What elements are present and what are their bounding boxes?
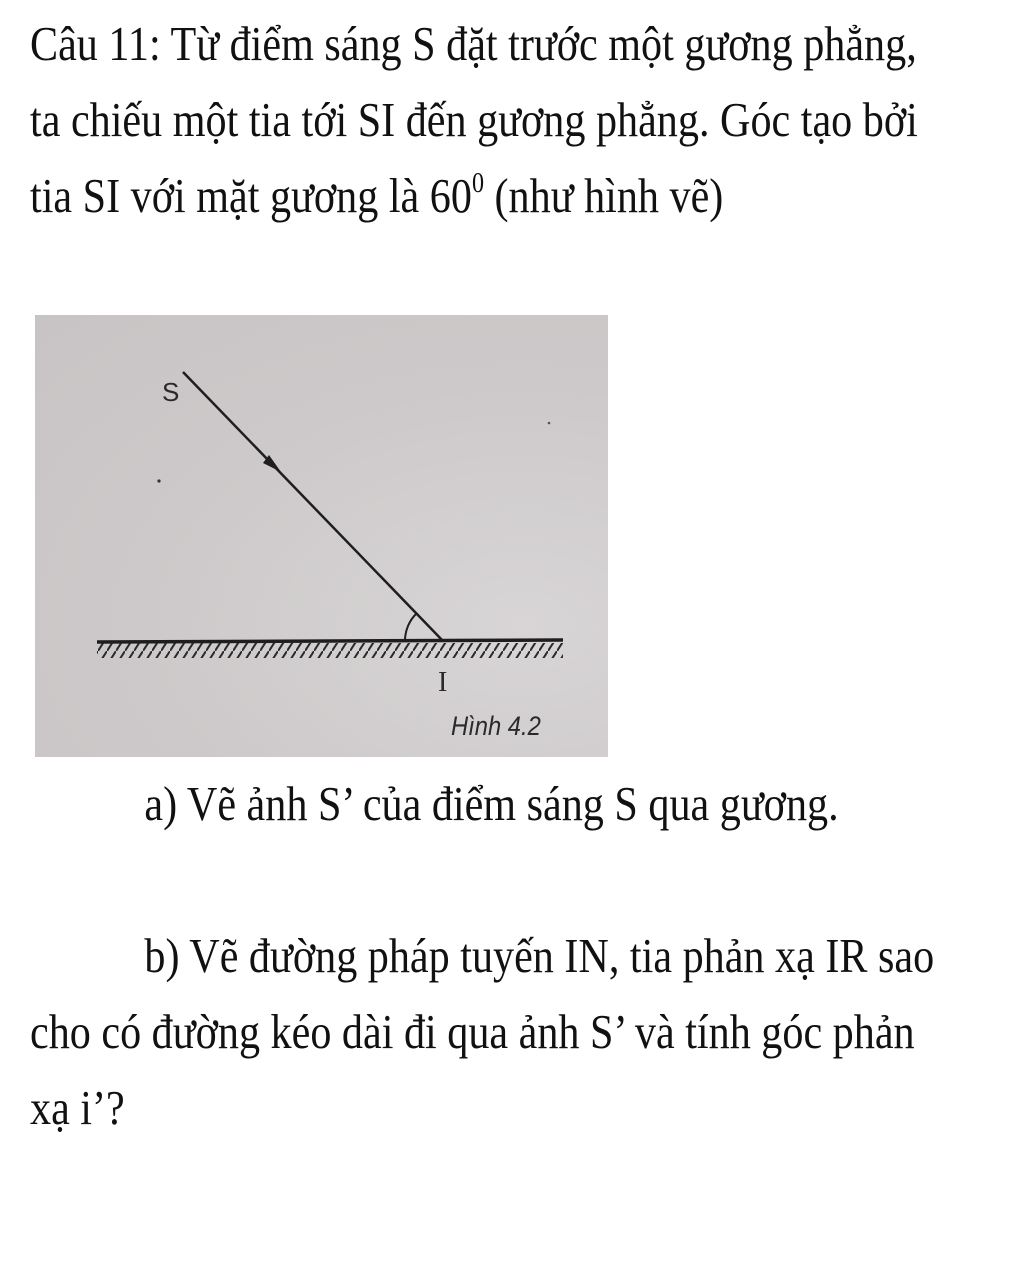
angle-arc	[405, 613, 417, 641]
question-intro-text: Câu 11: Từ điểm sáng S đặt trước một gương phẳng, ta chiếu một tia tới SI đến gương phẳng. Góc tạo bởi tia SI với mặt gương là 60	[30, 16, 918, 223]
point-label-s: S	[162, 377, 180, 407]
part-a-text: a) Vẽ ảnh S’ của điểm sáng S qua gương.	[144, 776, 839, 831]
question-part-b	[30, 918, 955, 1146]
paper-speck	[157, 479, 160, 482]
incident-ray-si	[183, 372, 443, 641]
mirror-hatching	[97, 643, 563, 658]
degree-superscript: 0	[471, 168, 484, 199]
paper-speck	[548, 422, 551, 425]
question-part-a	[30, 766, 955, 842]
mirror-diagram-svg	[35, 315, 608, 757]
part-b-text: b) Vẽ đường pháp tuyến IN, tia phản xạ IR sao cho có đường kéo dài đi qua ảnh S’ và tính góc phản xạ i’?	[30, 928, 935, 1135]
figure-mirror-diagram	[35, 315, 608, 757]
figure-caption: Hình 4.2	[451, 711, 541, 741]
point-label-i: I	[438, 667, 448, 698]
question-intro-tail: (như hình vẽ)	[483, 168, 724, 223]
mirror-line	[97, 640, 563, 642]
question-intro	[30, 6, 955, 234]
